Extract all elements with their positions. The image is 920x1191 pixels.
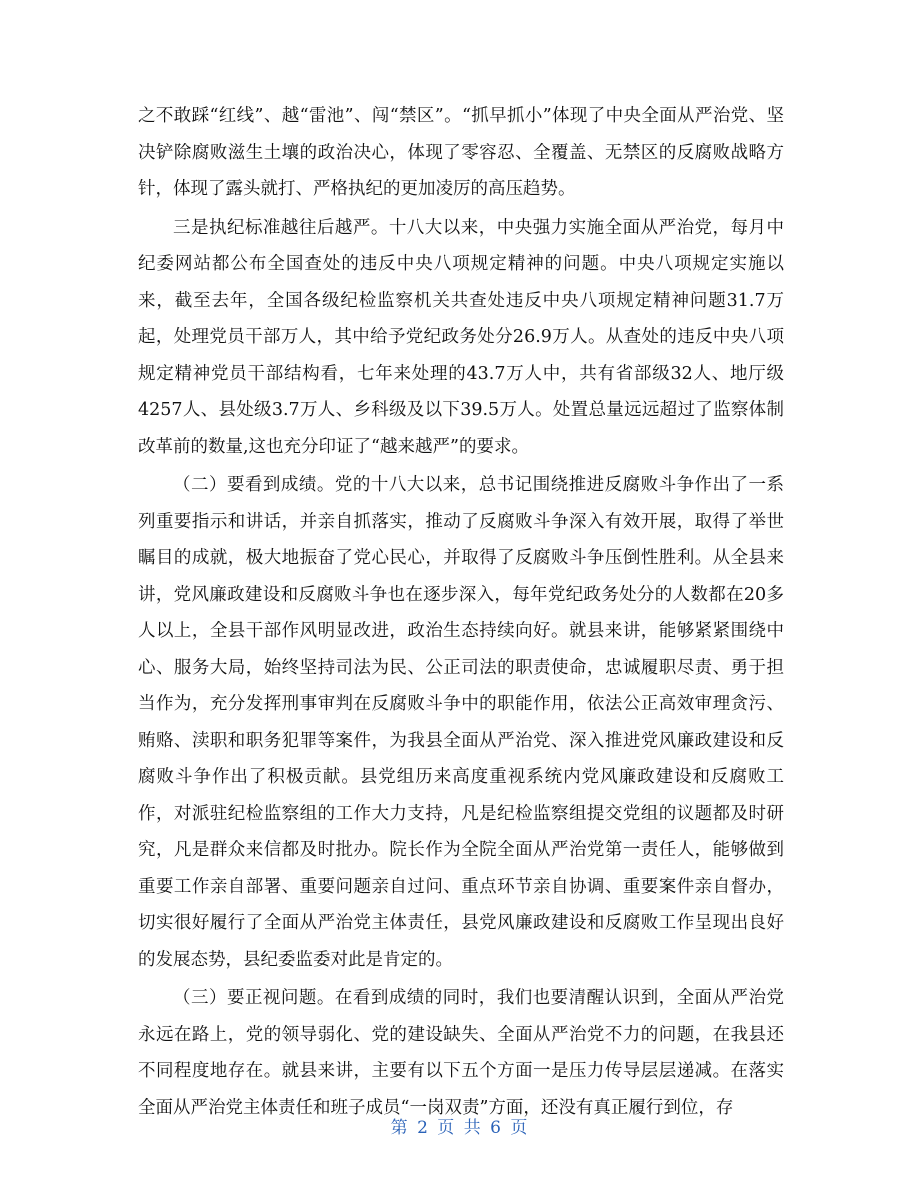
page-number-footer: 第 2 页 共 6 页 [390, 1118, 530, 1138]
paragraph-problems: （三）要正视问题。在看到成绩的同时，我们也要清醒认识到，全面从严治党永远在路上，党的领导弱化、党的建设缺失、全面从严治党不力的问题，在我县还不同程度地存在。就县来讲，主要有以下五个方面一是压力传导层层递减。在落实全面从严治党主体责任和班子成员“一岗双责”方面，还没有真正履行到位，存 [138, 988, 784, 1118]
paragraph-achievements: （二）要看到成绩。党的十八大以来，总书记围绕推进反腐败斗争作出了一系列重要指示和讲话，并亲自抓落实，推动了反腐败斗争深入有效开展，取得了举世瞩目的成就，极大地振奋了党心民心，并取得了反腐败斗争压倒性胜利。从全县来讲，党风廉政建设和反腐败斗争也在逐步深入，每年党纪政务处分的人数都在20多人以上，全县干部作风明显改进，政治生态持续向好。就县来讲，能够紧紧围绕中心、服务大局，始终坚持司法为民、公正司法的职责使命，忠诚履职尽责、勇于担当作为，充分发挥刑事审判在反腐败斗争中的职能作用，依法公正高效审理贪污、贿赂、渎职和职务犯罪等案件，为我县全面从严治党、深入推进党风廉政建设和反腐败斗争作出了积极贡献。县党组历来高度重视系统内党风廉政建设和反腐败工作，对派驻纪检监察组的工作大力支持，凡是纪检监察组提交党组的议题都及时研究，凡是群众来信都及时批办。院长作为全院全面从严治党第一责任人，能够做到重要工作亲自部署、重要问题亲自过问、重点环节亲自协调、重要案件亲自督办，切实很好履行了全面从严治党主体责任，县党风廉政建设和反腐败工作呈现出良好的发展态势，县纪委监委对此是肯定的。 [138, 475, 784, 970]
document-body [138, 98, 784, 1126]
paragraph-discipline-standard: 三是执纪标准越往后越严。十八大以来，中央强力实施全面从严治党，每月中纪委网站都公布全国查处的违反中央八项规定精神的问题。中央八项规定实施以来，截至去年，全国各级纪检监察机关共查处违反中央八项规定精神问题31.7万起，处理党员干部万人，其中给予党纪政务处分26.9万人。从查处的违反中央八项规定精神党员干部结构看，七年来处理的43.7万人中，共有省部级32人、地厅级4257人、县处级3.7万人、乡科级及以下39.5万人。处置总量远远超过了监察体制改革前的数量,这也充分印证了“越来越严”的要求。 [138, 217, 784, 457]
paragraph-continuation: 之不敢踩“红线”、越“雷池”、闯“禁区”。“抓早抓小”体现了中央全面从严治党、坚决铲除腐败滋生土壤的政治决心，体现了零容忍、全覆盖、无禁区的反腐败战略方针，体现了露头就打、严格执纪的更加凌厉的高压趋势。 [138, 106, 784, 199]
